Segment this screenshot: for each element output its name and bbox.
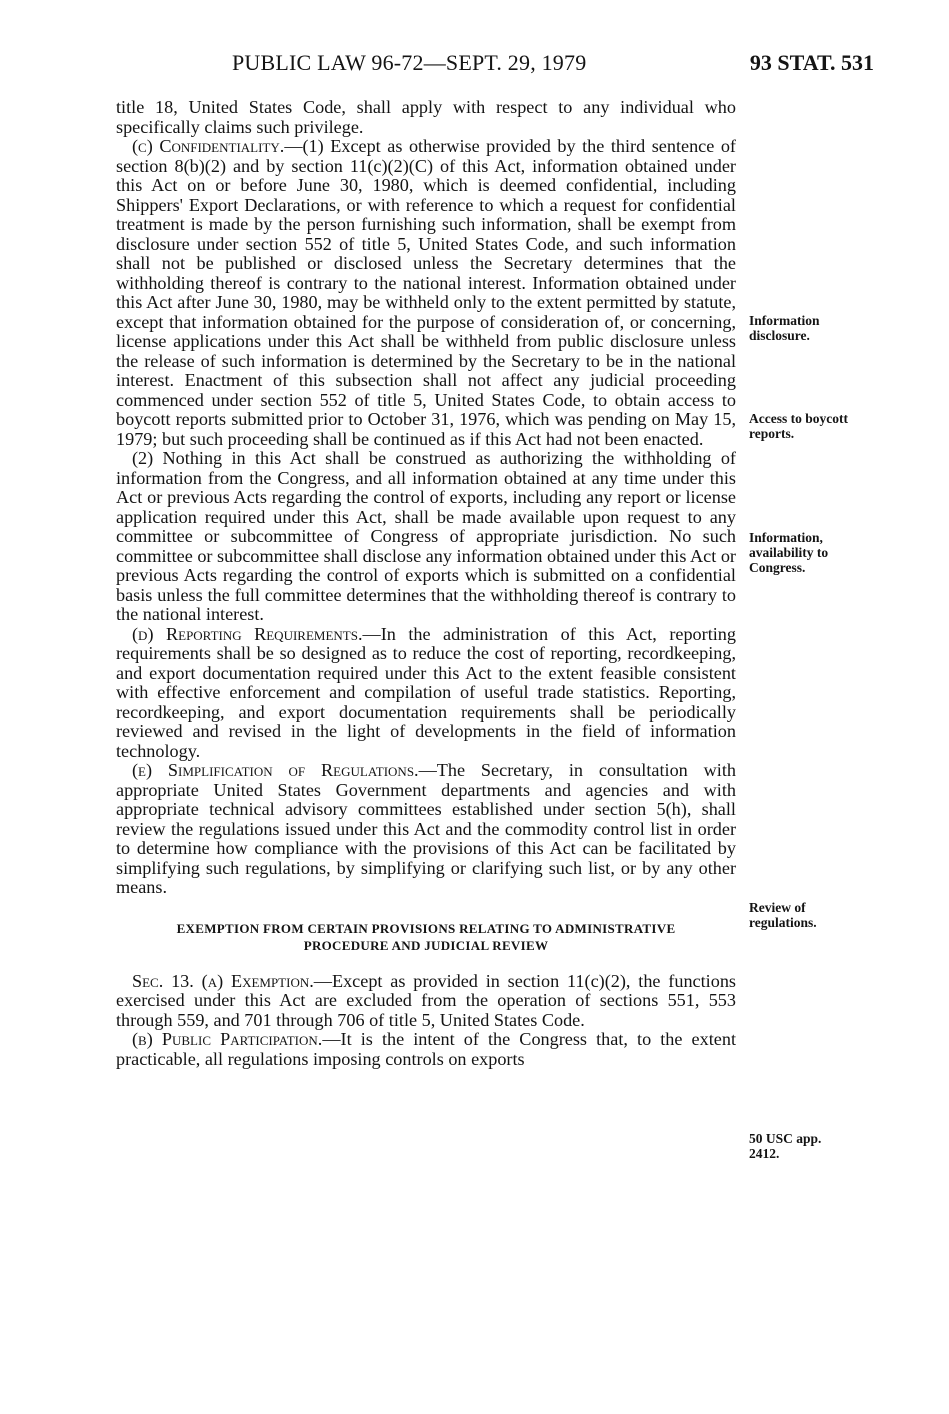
margin-note-line: Access to boycott [749, 411, 848, 426]
paragraph-text: —In the administration of this Act, reporting requirements shall be so designed as to reduce the cost of reporting, recordkeeping, and export documentation required under this Act to the extent feasible consistent with effective enforcement and compilation of useful trade statistics. Reporting, recordkeeping, and export documentation requirements shall be periodically reviewed and revised in the light of developments in the field of information technology. [116, 623, 736, 761]
margin-note-review [749, 900, 889, 930]
paragraph-congress-access: (2) Nothing in this Act shall be construed as authorizing the withholding of information from the Congress, and all information obtained at any time under this Act or previous Acts regarding the control of exports, including any report or license application required under this Act, shall be made available upon request to any committee or subcommittee of Congress of appropriate jurisdiction. No such committee or subcommittee shall disclose any information obtained under this Act or previous Acts regarding the control of exports which is submitted on a confidential basis unless the full committee determines that the withholding thereof is contrary to the national interest. [116, 448, 736, 624]
paragraph-heading: (d) Reporting Requirements. [132, 623, 363, 644]
section-heading-line: EXEMPTION FROM CERTAIN PROVISIONS RELATING TO ADMINISTRATIVE [176, 920, 676, 936]
section-number: Sec. 13. [132, 970, 194, 991]
margin-note-information-disclosure [749, 313, 889, 343]
margin-note-line: Information, [749, 530, 823, 545]
margin-note-usc [749, 1131, 889, 1161]
paragraph-text: —The Secretary, in consultation with appropriate United States Government departments and agencies and with appropriate technical advisory committees established under section 5(h), shall review the regulations issued under this Act and the commodity control list in order to determine how compliance with the provisions of this Act can be facilitated by simplifying such regulations, by simplifying or clarifying such list, or by any other means. [116, 760, 736, 897]
paragraph-confidentiality [116, 137, 736, 449]
margin-note-line: Review of [749, 900, 806, 915]
margin-note-congress [749, 530, 889, 575]
page-header [232, 50, 874, 80]
margin-note-boycott-reports [749, 411, 889, 441]
margin-note-line: 50 USC app. [749, 1131, 822, 1146]
paragraph-continuation: title 18, United States Code, shall apply with respect to any individual who specifically claims such privilege. [116, 97, 736, 137]
stat-page-number: 93 STAT. 531 [749, 50, 874, 75]
paragraph-reporting [116, 625, 736, 762]
margin-note-line: disclosure. [749, 328, 810, 343]
section-heading [116, 920, 736, 954]
paragraph-exemption [116, 972, 736, 1031]
paragraph-heading: (e) Simplification of Regulations. [132, 760, 419, 780]
margin-note-line: reports. [749, 426, 795, 441]
paragraph-heading: (c) Confidentiality. [132, 136, 285, 156]
running-title: PUBLIC LAW 96-72—SEPT. 29, 1979 [232, 50, 587, 75]
margin-note-line: Information [749, 313, 820, 328]
paragraph-heading: (a) Exemption. [193, 970, 314, 991]
paragraph-text: —It is the intent of the Congress that, to the extent practicable, all regulations imposing controls on exports [116, 1029, 736, 1069]
body-text [116, 98, 736, 1069]
paragraph-text: —Except as provided in section 11(c)(2), the functions exercised under this Act are excluded from the operation of sections 551, 553 through 559, and 701 through 706 of title 5, United States Code. [116, 970, 736, 1030]
margin-note-line: Congress. [749, 560, 806, 575]
paragraph-simplification [116, 761, 736, 898]
paragraph-text: —(1) Except as otherwise provided by the third sentence of section 8(b)(2) and by section 11(c)(2)(C) of this Act, information obtained under this Act on or before June 30, 1980, which is deemed confidential, including Shippers' Export Declarations, or with reference to which a request for confidential treatment is made by the person furnishing such information, shall be exempt from disclosure under section 552 of title 5, United States Code, and such information shall not be published or disclosed unless the Secretary determines that the withholding thereof is contrary to the national interest. Information obtained under this Act after June 30, 1980, may be withheld only to the extent permitted by statute, except that information obtained for the purpose of consideration of, or concerning, license applications under this Act shall be withheld from public disclosure unless the release of such information is determined by the Secretary to be in the national interest. Enactment of this subsection shall not affect any judicial proceeding commenced under section 552 of title 5, United States Code, to obtain access to boycott reports submitted prior to October 31, 1976, which was pending on May 15, 1979; but such proceeding shall be continued as if this Act had not been enacted. [116, 136, 736, 449]
section-heading-line: PROCEDURE AND JUDICIAL REVIEW [303, 937, 549, 953]
margin-note-line: availability to [749, 545, 829, 560]
margin-note-line: regulations. [749, 915, 817, 930]
paragraph-heading: (b) Public Participation. [132, 1029, 323, 1049]
margin-note-line: 2412. [749, 1146, 780, 1161]
paragraph-public-participation [116, 1030, 736, 1069]
